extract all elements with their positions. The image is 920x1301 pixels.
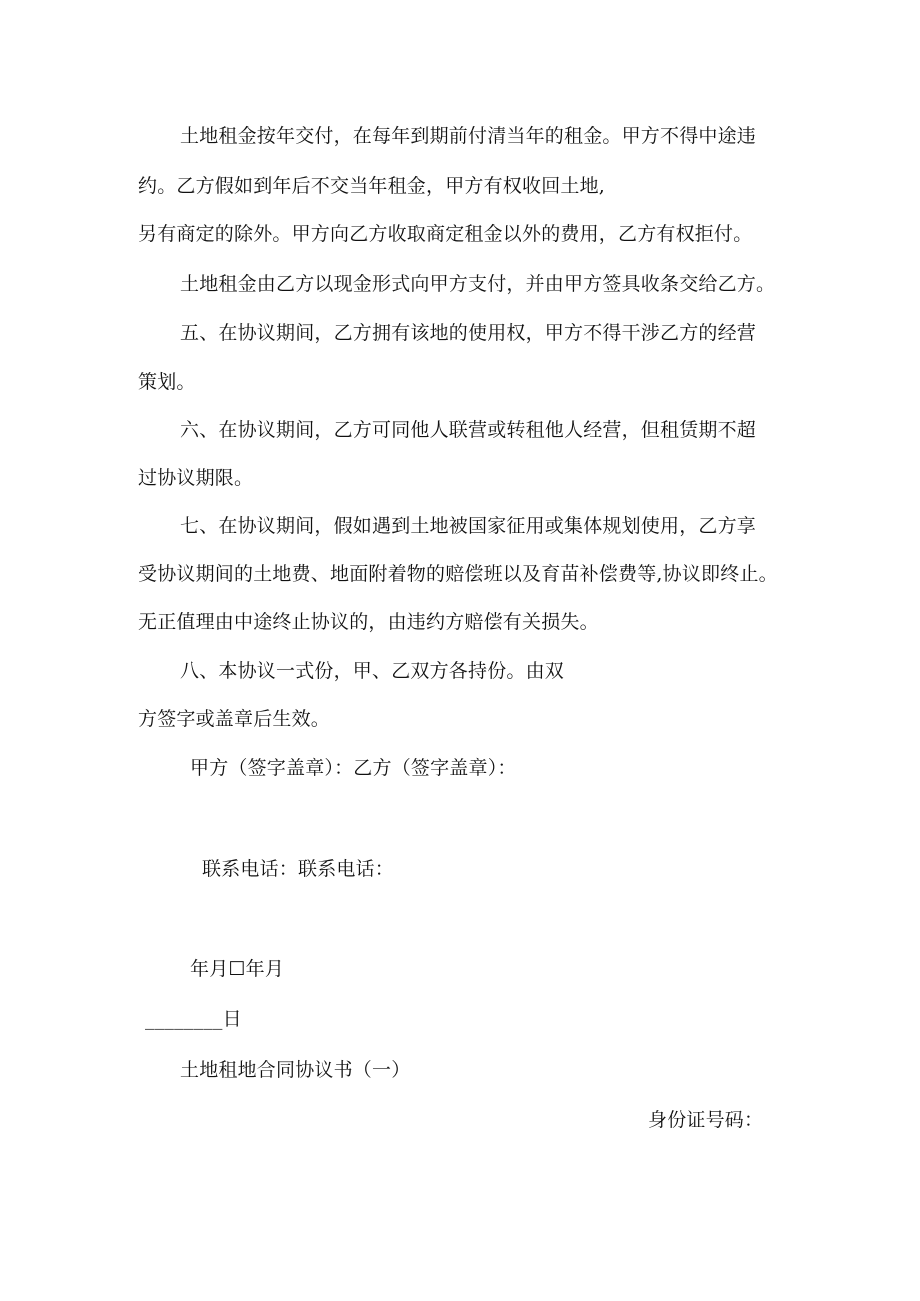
clause-seven-line-3: 无正值理由中途终止协议的，由违约方赔偿有关损失。 (138, 611, 599, 633)
paragraph-rent-payment-line-1: 土地租金按年交付，在每年到期前付清当年的租金。甲方不得中途违 (180, 125, 757, 147)
clause-seven-line-2: 受协议期间的土地费、地面附着物的赔偿班以及育苗补偿费等,协议即终止。 (138, 563, 778, 585)
contract-title: 土地租地合同协议书（一） (180, 1059, 411, 1081)
clause-six-line-1: 六、在协议期间，乙方可同他人联营或转租他人经营，但租赁期不超 (180, 419, 757, 441)
contact-phone-line: 联系电话：联系电话： (202, 858, 395, 880)
day-line: ________日 (145, 1008, 242, 1030)
paragraph-rent-payment-line-3: 另有商定的除外。甲方向乙方收取商定租金以外的费用，乙方有权拒付。 (138, 223, 753, 245)
paragraph-rent-payment-line-2: 约。乙方假如到年后不交当年租金，甲方有权收回土地, (138, 175, 606, 197)
id-number-label: 身份证号码： (648, 1109, 764, 1131)
date-line: 年月☐年月 (190, 958, 285, 980)
clause-eight-line-1: 八、本协议一式份，甲、乙双方各持份。由双 (180, 660, 565, 682)
clause-five-line-1: 五、在协议期间，乙方拥有该地的使用权，甲方不得干涉乙方的经营 (180, 322, 757, 344)
clause-seven-line-1: 七、在协议期间，假如遇到土地被国家征用或集体规划使用，乙方享 (180, 515, 757, 537)
clause-six-line-2: 过协议期限。 (138, 467, 254, 489)
paragraph-cash-payment: 土地租金由乙方以现金形式向甲方支付，并由甲方签具收条交给乙方。 (180, 273, 776, 295)
clause-five-line-2: 策划。 (138, 371, 196, 393)
clause-eight-line-2: 方签字或盖章后生效。 (138, 708, 331, 730)
signature-line: 甲方（签字盖章）：乙方（签字盖章）： (190, 757, 517, 779)
